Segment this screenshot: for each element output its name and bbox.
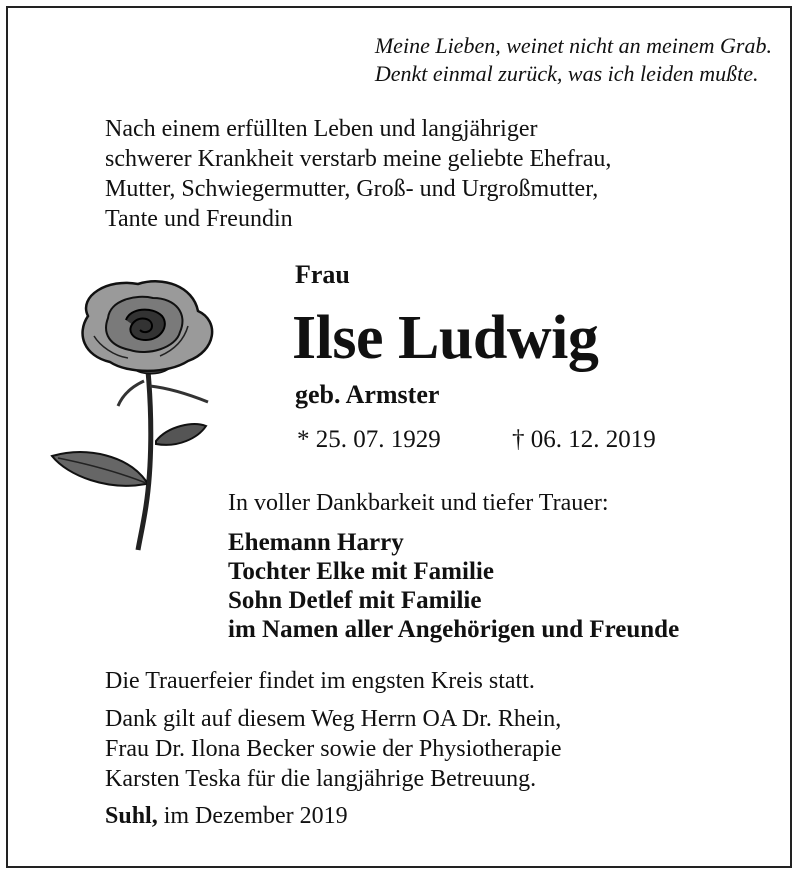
place-city: Suhl, <box>105 803 158 829</box>
place-date <box>105 803 348 830</box>
mourner: Tochter Elke mit Familie <box>228 558 494 585</box>
ceremony-note: Die Trauerfeier findet im engsten Kreis statt. <box>105 668 535 694</box>
intro-text <box>105 114 611 234</box>
maiden-name: geb. Armster <box>295 380 440 409</box>
gratitude-line: Frau Dr. Ilona Becker sowie der Physiotherapie <box>105 736 562 762</box>
mourner: im Namen aller Angehörigen und Freunde <box>228 616 680 643</box>
gratitude-text <box>105 704 562 794</box>
mourners-list <box>228 528 679 644</box>
salutation: Frau <box>295 260 350 289</box>
death-date: † 06. 12. 2019 <box>512 426 656 453</box>
motto-line: Meine Lieben, weinet nicht an meinem Grab. <box>374 33 772 58</box>
intro-line: Mutter, Schwiegermutter, Groß- und Urgroßmutter, <box>105 176 599 202</box>
rose-icon <box>48 276 228 552</box>
deceased-name: Ilse Ludwig <box>292 304 599 372</box>
gratitude-line: Karsten Teska für die langjährige Betreuung. <box>105 766 537 792</box>
motto-line: Denkt einmal zurück, was ich leiden mußte. <box>374 61 759 86</box>
thanks-line: In voller Dankbarkeit und tiefer Trauer: <box>228 490 609 516</box>
intro-line: schwerer Krankheit verstarb meine geliebte Ehefrau, <box>105 146 612 172</box>
intro-line: Tante und Freundin <box>105 206 293 232</box>
mourner: Sohn Detlef mit Familie <box>228 587 482 614</box>
place-date-text: im Dezember 2019 <box>157 803 348 829</box>
mourner: Ehemann Harry <box>228 529 404 556</box>
gratitude-line: Dank gilt auf diesem Weg Herrn OA Dr. Rhein, <box>105 706 562 732</box>
motto <box>375 32 772 88</box>
intro-line: Nach einem erfüllten Leben und langjähriger <box>105 116 538 142</box>
birth-date: * 25. 07. 1929 <box>297 426 441 453</box>
